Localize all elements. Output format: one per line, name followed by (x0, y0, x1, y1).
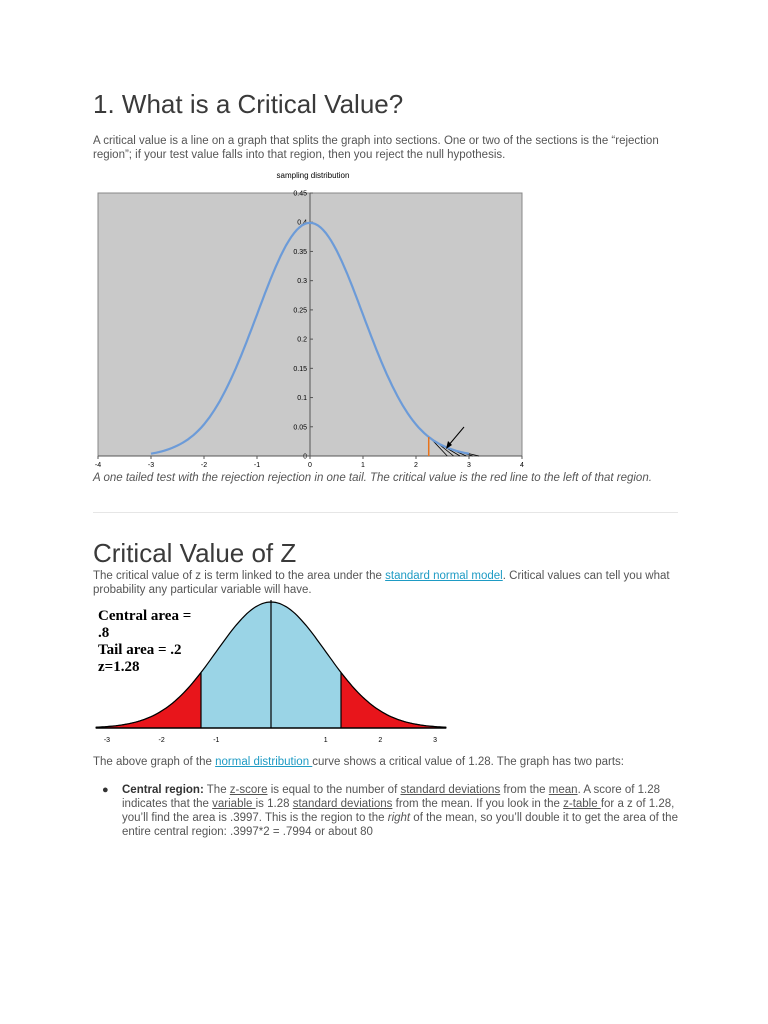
section2-title: Critical Value of Z (93, 538, 297, 568)
section-divider (93, 512, 678, 513)
mean-link[interactable]: mean (548, 784, 578, 796)
z-score-link[interactable]: z-score (229, 784, 268, 796)
y-tick-label: 0.25 (293, 307, 307, 315)
y-tick-label: 0.2 (297, 336, 307, 344)
z-label: z=1.28 (98, 659, 140, 675)
intro-text-a: The critical value of z is term linked to the area under the (93, 570, 386, 582)
section1-title: 1. What is a Critical Value? (93, 89, 404, 119)
li-text: of the mean, so you’ll double it to get the area of the entire central region: .3997*2 = .7994 or about 80 (122, 812, 678, 838)
y-tick-label: 0.3 (297, 278, 307, 286)
x-tick-label: -3 (147, 462, 155, 469)
desc-text-b: curve shows a critical value of 1.28. The graph has two parts: (312, 756, 625, 768)
tail-area-label: Tail area = .2 (98, 642, 182, 658)
right-tail-area (341, 673, 446, 729)
standard-normal-model-link[interactable]: standard normal model (385, 570, 503, 582)
x-tick-label: -3 (103, 737, 111, 744)
variable-link[interactable]: variable (212, 798, 256, 810)
x-tick-label: -1 (213, 737, 220, 744)
li-text: for a z of 1.28, you’ll find the area is .3997. This is the region to the (122, 798, 675, 824)
critical-value-definition: A critical value is a line on a graph that splits the graph into sections. One or two of the sections is the “rejection region”; if your test value falls into that region, then you reject the null hypothesis. (93, 135, 659, 161)
desc-text-a: The above graph of the (93, 756, 216, 768)
parts-list (100, 783, 680, 839)
list-item (100, 783, 680, 839)
y-tick-label: 0 (303, 453, 307, 461)
x-tick-label: 1 (361, 462, 365, 469)
standard-deviations-link-2[interactable]: standard deviations (292, 798, 393, 810)
li-text: from the (500, 784, 549, 796)
li-text: is 1.28 (255, 798, 293, 810)
critical-z-intro (93, 569, 683, 597)
y-tick-label: 0.15 (293, 365, 307, 373)
critical-z-chart (92, 600, 452, 748)
x-tick-label: 3 (467, 462, 471, 469)
sampling-distribution-chart (90, 166, 530, 472)
x-tick-label: -1 (253, 462, 261, 469)
left-tail-area (96, 673, 201, 729)
y-tick-label: 0.45 (293, 190, 307, 198)
x-tick-label: 3 (433, 737, 438, 744)
y-tick-label: 0.4 (297, 219, 307, 227)
central-area-label: Central area = (98, 608, 192, 624)
graph-description (93, 755, 683, 769)
x-tick-label: 2 (414, 462, 418, 469)
standard-deviations-link[interactable]: standard deviations (400, 784, 501, 796)
x-tick-label: -4 (94, 462, 102, 469)
bullet-icon: ● (102, 784, 109, 796)
chart1-caption: A one tailed test with the rejection rejection in one tail. The critical value is the red line to the left of that region. (93, 472, 652, 484)
x-tick-label: 2 (378, 737, 383, 744)
central-region-label: Central region: (122, 784, 204, 796)
y-tick-label: 0.05 (293, 424, 307, 432)
x-tick-label: 1 (323, 737, 328, 744)
z-table-link[interactable]: z-table (563, 798, 601, 810)
x-tick-label: 0 (308, 462, 312, 469)
y-tick-label: 0.35 (293, 248, 307, 256)
x-tick-label: -2 (200, 462, 208, 469)
li-text: . A score of 1.28 indicates that the (122, 784, 661, 810)
li-text: is equal to the number of (267, 784, 401, 796)
li-text: from the mean. If you look in the (392, 798, 564, 810)
right-emphasis: right (387, 812, 411, 824)
chart1-title: sampling distribution (276, 171, 350, 180)
x-tick-label: -2 (158, 737, 165, 744)
normal-distribution-link[interactable]: normal distribution (215, 756, 313, 768)
li-text: The (203, 784, 230, 796)
x-tick-label: 4 (520, 462, 524, 469)
central-area-value: .8 (98, 625, 110, 641)
y-tick-label: 0.1 (297, 395, 307, 403)
intro-text-b: . Critical values can tell you what probability any particular variable will have. (93, 570, 670, 596)
